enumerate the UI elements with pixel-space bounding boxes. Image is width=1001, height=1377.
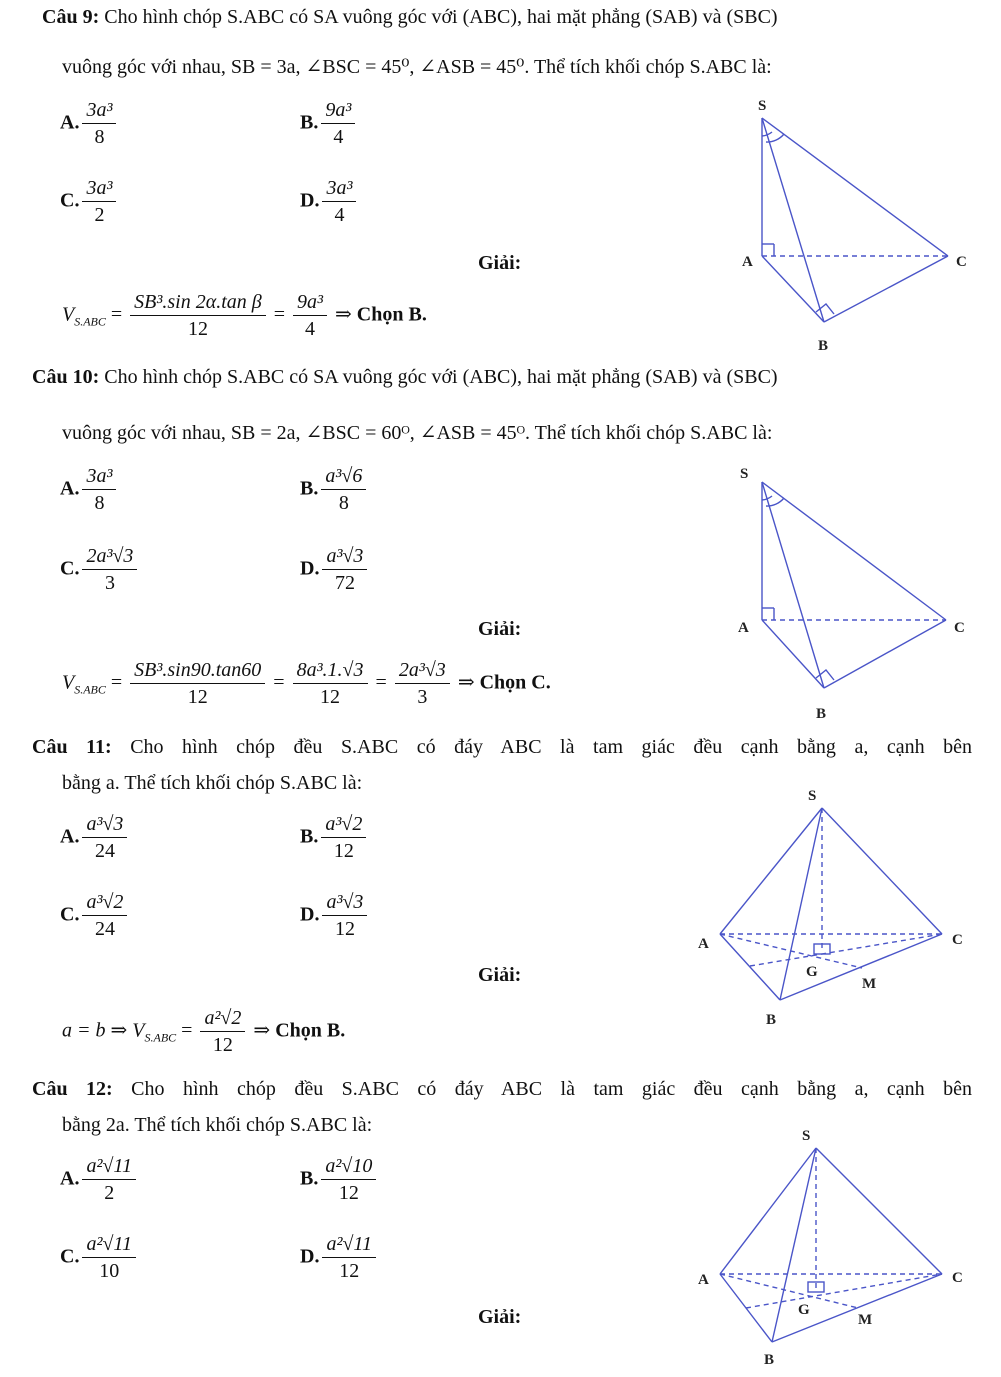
math-text: A. (60, 477, 80, 500)
math-text: Câu 10: (32, 366, 100, 388)
figure-line (762, 482, 946, 620)
q10-pyramid-figure (720, 462, 990, 727)
math-text (82, 814, 127, 862)
math-text (82, 100, 116, 148)
math-text: C. (60, 557, 80, 580)
math-text (293, 660, 368, 708)
q12-pyramid-figure (690, 1124, 980, 1374)
math-text (322, 546, 367, 594)
q10-option-c (60, 546, 140, 594)
math-text: Cho hình chóp đều S.ABC có đáy ABC là tam giác đều cạnh bằng a, cạnh bên (131, 1078, 973, 1100)
point-g-label: G (798, 1302, 810, 1318)
figure-line (746, 1274, 942, 1308)
q9-text-line2: vuông góc với nhau, SB = 3a, ∠BSC = 45⁰, ∠ASB = 45⁰. Thể tích khối chóp S.ABC là: (62, 56, 772, 78)
math-text (82, 466, 116, 514)
fraction-denominator: 12 (333, 840, 354, 862)
fraction-numerator: a³√2 (82, 892, 127, 916)
q11-option-c (60, 892, 130, 940)
vertex-c-label: C (954, 620, 965, 636)
q10-option-b (300, 466, 369, 514)
point-g-label: G (806, 964, 818, 980)
math-text (82, 1156, 136, 1204)
q9-option-c (60, 178, 119, 226)
math-text: S.ABC (74, 314, 106, 329)
math-text: Chọn C. (479, 671, 551, 694)
q11-text-line2: bằng a. Thể tích khối chóp S.ABC là: (62, 772, 363, 794)
q9-option-d (300, 178, 359, 226)
math-text: C. (60, 189, 80, 212)
math-text: D. (300, 1245, 320, 1268)
q10-text-line1 (32, 366, 778, 389)
vertex-a-label: A (738, 620, 749, 636)
q11-text-line1 (32, 736, 972, 759)
math-text: Cho hình chóp S.ABC có SA vuông góc với (ABC), hai mặt phẳng (SAB) và (SBC) (104, 6, 778, 28)
fraction-denominator: 2 (94, 204, 105, 226)
fraction-numerator: SB³.sin 2α.tan β (130, 292, 266, 316)
figure-line (816, 1148, 942, 1274)
fraction-denominator: 12 (339, 1260, 360, 1282)
fraction-denominator: 10 (99, 1260, 120, 1282)
figure-line (824, 620, 946, 688)
fraction-denominator: 2 (104, 1182, 115, 1204)
q9-pyramid-figure (720, 96, 990, 356)
edge-sc (762, 118, 948, 256)
math-text: Câu 9: (42, 6, 100, 28)
fraction-denominator: 24 (94, 840, 115, 862)
fraction-numerator: a²√2 (200, 1008, 245, 1032)
vertex-b-label: B (818, 338, 829, 354)
q12-option-a (60, 1156, 139, 1204)
q11-pyramid-figure (690, 784, 980, 1034)
fraction-numerator: a²√10 (321, 1156, 376, 1180)
edge-sb (762, 118, 824, 322)
vertex-a-label: A (742, 254, 753, 270)
math-text: D. (300, 903, 320, 926)
fraction-numerator: a²√11 (82, 1156, 136, 1180)
q11-solution-formula: a = b ⇒ $V_{S.ABC}$ = $\frac{\text{a²√2}}{12}$ ⇒ Chọn B. (62, 1007, 346, 1056)
math-text (82, 1234, 136, 1282)
fraction-numerator: a³√3 (82, 814, 127, 838)
math-text: A. (60, 111, 80, 134)
figure-line (780, 934, 942, 1000)
math-text: Câu 12: (32, 1078, 113, 1100)
fraction-denominator: 8 (338, 492, 349, 514)
fraction-denominator: 4 (305, 318, 316, 340)
fraction-denominator: 12 (334, 918, 355, 940)
fraction-denominator: 72 (334, 572, 355, 594)
fraction-numerator: a²√11 (82, 1234, 136, 1258)
math-text: Chọn B. (356, 303, 427, 326)
fraction-numerator: a³√2 (321, 814, 366, 838)
q11-solution-label: Giải: (478, 964, 522, 986)
math-text: V (62, 303, 75, 326)
math-text: Chọn B. (275, 1019, 346, 1042)
q11-option-b (300, 814, 369, 862)
q12-option-c (60, 1234, 139, 1282)
vertex-c-label: C (952, 932, 963, 948)
fraction-numerator: SB³.sin90.tan60 (130, 660, 265, 684)
fraction-numerator: a³√3 (322, 892, 367, 916)
fraction-denominator: 8 (94, 492, 105, 514)
math-text (321, 100, 355, 148)
vertex-b-label: B (764, 1352, 775, 1368)
q12-option-d (300, 1234, 379, 1282)
math-text: A. (60, 825, 80, 848)
q10-text-line2: vuông góc với nhau, SB = 2a, ∠BSC = 60ᴼ, ∠ASB = 45ᴼ. Thể tích khối chóp S.ABC là: (62, 422, 773, 444)
fraction-numerator: 2a³√3 (395, 660, 450, 684)
math-text: V (62, 671, 75, 694)
figure-line (750, 934, 942, 966)
q9-option-b (300, 100, 358, 148)
math-text: Cho hình chóp đều S.ABC có đáy ABC là tam giác đều cạnh bằng a, cạnh bên (130, 736, 973, 758)
math-text (200, 1008, 245, 1056)
q12-text-line1 (32, 1078, 972, 1101)
q11-option-d (300, 892, 370, 940)
figure-line (822, 808, 942, 934)
vertex-b-label: B (766, 1012, 777, 1028)
vertex-c-label: C (952, 1270, 963, 1286)
q9-solution-formula: $V_{S.ABC}$ = $\frac{\text{SB³.sin 2α.tan β}}{12}$ = $\frac{\text{9a³}}{4}$ ⇒ Chọn B. (62, 291, 427, 340)
math-text (82, 546, 137, 594)
math-text: S.ABC (144, 1030, 177, 1045)
q9-option-a (60, 100, 119, 148)
math-text (130, 660, 265, 708)
math-text: a = b ⇒ V (62, 1019, 145, 1042)
vertex-s-label: S (758, 98, 767, 114)
q10-solution-label: Giải: (478, 618, 522, 640)
fraction-numerator: 3a³ (322, 178, 356, 202)
q9-text-line1 (42, 6, 778, 29)
fraction-denominator: 8 (94, 126, 105, 148)
math-text: B. (300, 825, 319, 848)
q12-text-line2: bằng 2a. Thể tích khối chóp S.ABC là: (62, 1114, 373, 1136)
fraction-denominator: 4 (333, 126, 344, 148)
vertex-a-label: A (698, 1272, 709, 1288)
math-text: C. (60, 1245, 80, 1268)
figure-line (762, 620, 824, 688)
figure-line (720, 934, 780, 1000)
q12-solution-label: Giải: (478, 1306, 522, 1328)
q10-option-a (60, 466, 119, 514)
fraction-numerator: 3a³ (82, 178, 116, 202)
fraction-denominator: 12 (338, 1182, 359, 1204)
math-text: S.ABC (74, 682, 106, 697)
point-m-label: M (862, 976, 877, 992)
math-text (321, 466, 366, 514)
q10-solution-formula: $V_{S.ABC}$ = $\frac{\text{SB³.sin90.tan60}}{12}$ = $\frac{\text{8a³.1.√3}}{12}$ = $\frac{\text{2a³√3}}{3}$ ⇒ Chọn C. (62, 659, 551, 708)
math-text (130, 292, 266, 340)
math-text: A. (60, 1167, 80, 1190)
fraction-numerator: 3a³ (82, 466, 116, 490)
fraction-numerator: 2a³√3 (82, 546, 137, 570)
math-text: B. (300, 1167, 319, 1190)
q11-option-a (60, 814, 130, 862)
fraction-numerator: 9a³ (293, 292, 327, 316)
fraction-denominator: 12 (320, 686, 341, 708)
math-text: Câu 11: (32, 736, 112, 758)
vertex-a-label: A (698, 936, 709, 952)
fraction-numerator: a³√3 (322, 546, 367, 570)
math-text (293, 292, 327, 340)
math-text (82, 892, 127, 940)
math-text (82, 178, 116, 226)
fraction-numerator: 9a³ (321, 100, 355, 124)
edge-bc (824, 256, 948, 322)
math-text: D. (300, 189, 320, 212)
math-text (321, 814, 366, 862)
point-m-label: M (858, 1312, 873, 1328)
fraction-denominator: 4 (334, 204, 345, 226)
math-text (322, 178, 356, 226)
q9-solution-label: Giải: (478, 252, 522, 274)
vertex-b-label: B (816, 706, 827, 722)
math-text (322, 1234, 376, 1282)
fraction-numerator: 8a³.1.√3 (293, 660, 368, 684)
fraction-denominator: 12 (187, 318, 208, 340)
fraction-denominator: 3 (417, 686, 428, 708)
math-text: B. (300, 477, 319, 500)
math-text: C. (60, 903, 80, 926)
math-text: B. (300, 111, 319, 134)
fraction-numerator: a²√11 (322, 1234, 376, 1258)
vertex-c-label: C (956, 254, 967, 270)
math-text (395, 660, 450, 708)
math-text (322, 892, 367, 940)
fraction-denominator: 12 (212, 1034, 233, 1056)
math-text: D. (300, 557, 320, 580)
q10-option-d (300, 546, 370, 594)
figure-line (720, 1274, 858, 1308)
q12-option-b (300, 1156, 379, 1204)
fraction-denominator: 3 (104, 572, 115, 594)
fraction-numerator: a³√6 (321, 466, 366, 490)
vertex-s-label: S (808, 788, 817, 804)
vertex-s-label: S (740, 466, 749, 482)
fraction-denominator: 12 (187, 686, 208, 708)
math-text: Cho hình chóp S.ABC có SA vuông góc với (ABC), hai mặt phẳng (SAB) và (SBC) (104, 366, 778, 388)
vertex-s-label: S (802, 1128, 811, 1144)
math-text (321, 1156, 376, 1204)
figure-line (762, 482, 824, 688)
fraction-numerator: 3a³ (82, 100, 116, 124)
figure-line (720, 808, 822, 934)
fraction-denominator: 24 (94, 918, 115, 940)
